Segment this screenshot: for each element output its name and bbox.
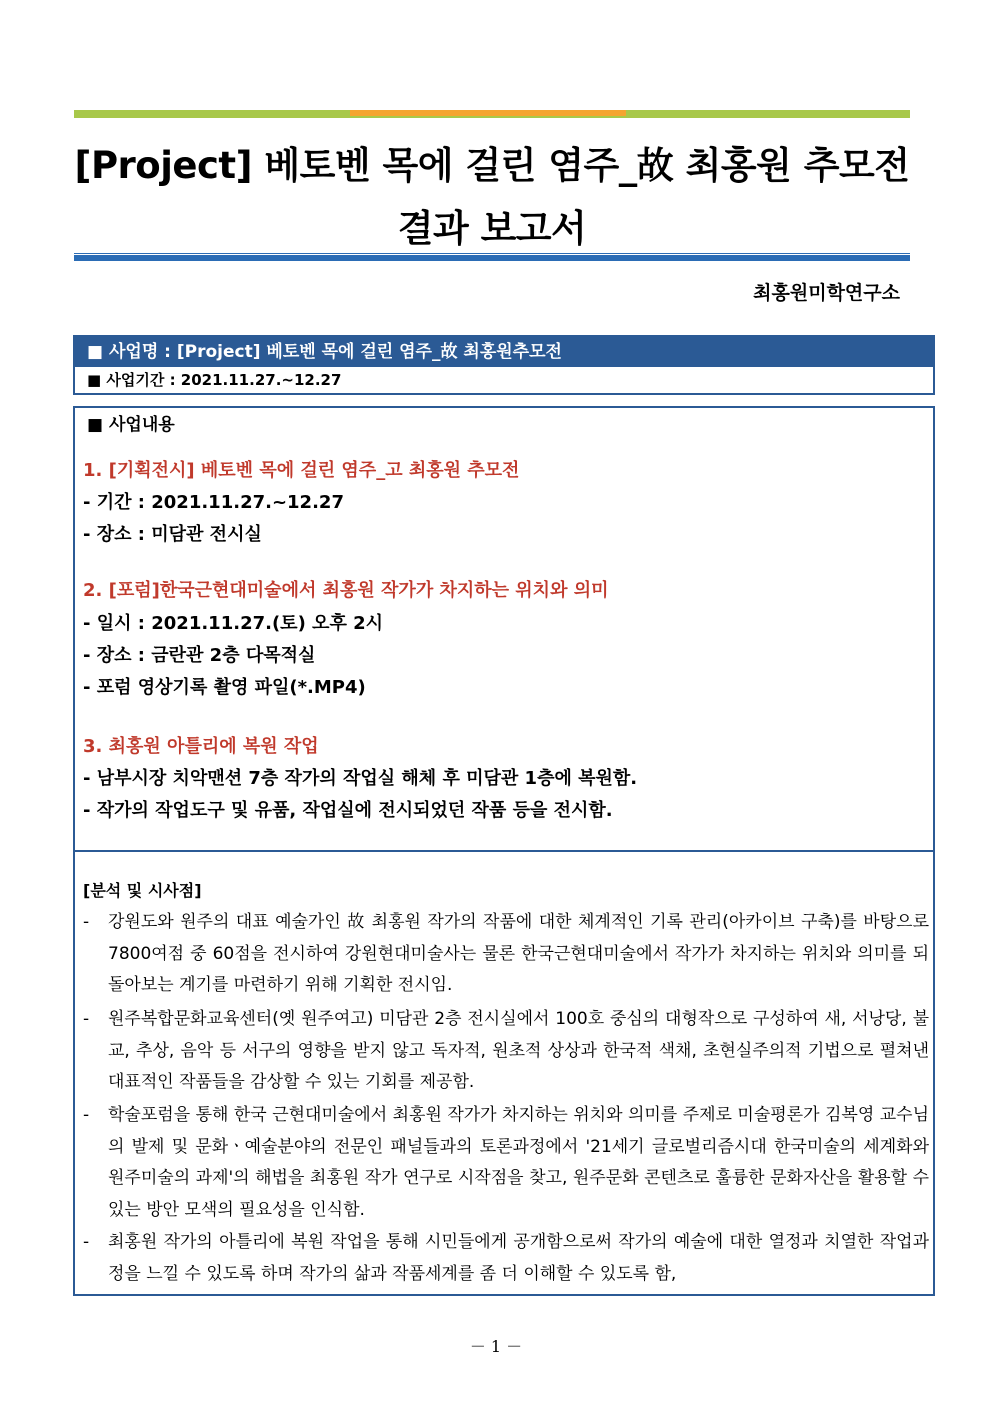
- title-underline: [74, 255, 910, 261]
- item1-line: - 장소 : 미담관 전시실: [83, 524, 262, 545]
- item2-line: - 일시 : 2021.11.27.(토) 오후 2시: [83, 613, 384, 634]
- analysis-box: [73, 850, 935, 1296]
- page-title-line-2: 결과 보고서: [397, 207, 587, 250]
- analysis-bullet: [83, 1227, 929, 1290]
- page-title-line-1: [Project] 베토벤 목에 걸린 염주_故 최홍원 추모전: [74, 144, 910, 187]
- section-title: ■ 사업내용: [87, 415, 175, 435]
- title-underline-thin: [74, 253, 910, 254]
- bullet-dash: -: [83, 1232, 90, 1252]
- top-thin-line: [74, 116, 910, 118]
- project-name: ■ 사업명 : [Project] 베토벤 목에 걸린 염주_故 최홍원추모전: [75, 337, 933, 367]
- item3-line: - 작가의 작업도구 및 유품, 작업실에 전시되었던 작품 등을 전시함.: [83, 800, 613, 821]
- analysis-bullet-text: 강원도와 원주의 대표 예술가인 故 최홍원 작가의 작품에 대한 체계적인 기록 관리(아카이브 구축)를 바탕으로 7800여점 중 60점을 전시하여 강원현대미술사는 물론 한국근현대미술에서 작가가 차지하는 위치와 의미를 되돌아보는 계기를 마련하기 위해 기획한 전시임.: [108, 912, 929, 995]
- summary-box: [73, 335, 935, 395]
- item2-heading: 2. [포럼]한국근현대미술에서 최홍원 작가가 차지하는 위치와 의미: [83, 580, 609, 601]
- page-number: － 1 －: [469, 1337, 523, 1356]
- item3-line: - 남부시장 치악맨션 7층 작가의 작업실 해체 후 미담관 1층에 복원함.: [83, 768, 638, 789]
- item1-line: - 기간 : 2021.11.27.~12.27: [83, 492, 344, 513]
- analysis-bullet-text: 원주복합문화교육센터(옛 원주여고) 미담관 2층 전시실에서 100호 중심의 대형작으로 구성하여 새, 서낭당, 불교, 추상, 음악 등 서구의 영향을 받지 않고 독자적, 원초적 상상과 한국적 색채, 초현실주의적 기법으로 펼쳐낸 대표적인 작품들을 감상할 수 있는 기회를 제공함.: [108, 1009, 929, 1092]
- analysis-heading: [분석 및 시사점]: [83, 881, 202, 900]
- bullet-dash: -: [83, 912, 90, 932]
- bullet-dash: -: [83, 1009, 90, 1029]
- content-box: [73, 406, 935, 852]
- project-period: ■ 사업기간 : 2021.11.27.~12.27: [87, 371, 342, 389]
- organization-name: 최홍원미학연구소: [753, 282, 900, 304]
- analysis-bullet-text: 학술포럼을 통해 한국 근현대미술에서 최홍원 작가가 차지하는 위치와 의미를 주제로 미술평론가 김복영 교수님의 발제 및 문화ㆍ예술분야의 전문인 패널들과의 토론과정에서 '21세기 글로벌리즘시대 한국미술의 세계화와 원주미술의 과제'의 해법을 최홍원 작가 연구로 시작점을 찾고, 원주문화 콘텐츠로 훌륭한 문화자산을 활용할 수 있는 방안 모색의 필요성을 인식함.: [108, 1105, 929, 1220]
- item3-heading: 3. 최홍원 아틀리에 복원 작업: [83, 736, 319, 757]
- item2-line: - 포럼 영상기록 촬영 파일(*.MP4): [83, 677, 366, 698]
- item1-heading: 1. [기획전시] 베토벤 목에 걸린 염주_고 최홍원 추모전: [83, 460, 520, 481]
- bullet-dash: -: [83, 1105, 90, 1125]
- analysis-bullet: [83, 1004, 929, 1099]
- item2-line: - 장소 : 금란관 2층 다목적실: [83, 645, 316, 666]
- analysis-bullet: [83, 907, 929, 1002]
- analysis-bullet-text: 최홍원 작가의 아틀리에 복원 작업을 통해 시민들에게 공개함으로써 작가의 예술에 대한 열정과 치열한 작업과정을 느낄 수 있도록 하며 작가의 삶과 작품세계를 좀 더 이해할 수 있도록 함,: [108, 1232, 929, 1284]
- analysis-bullet: [83, 1100, 929, 1226]
